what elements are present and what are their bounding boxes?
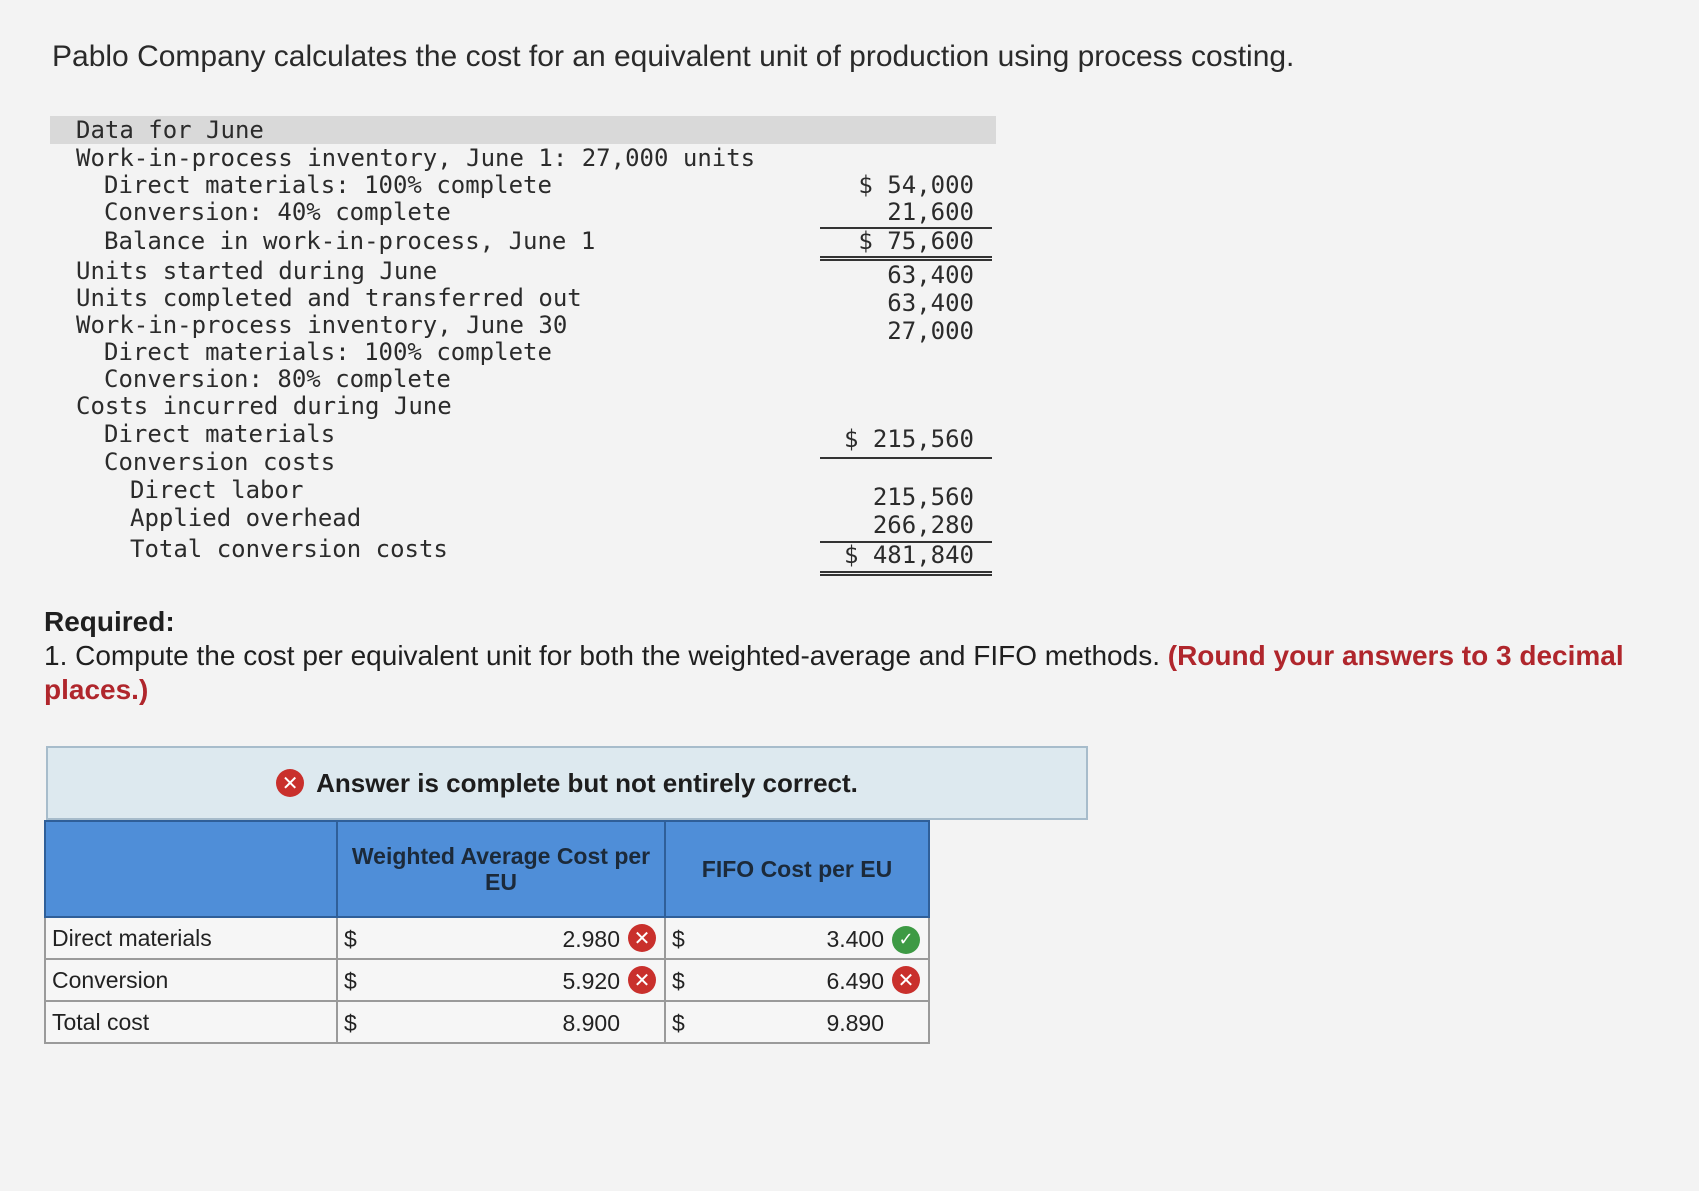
feedback-message: Answer is complete but not entirely correct. — [316, 767, 858, 798]
answer-value: 8.900 — [562, 1010, 620, 1036]
fifo-conversion-input[interactable] — [665, 959, 929, 1001]
data-line-value: $ 481,840 — [843, 541, 974, 569]
answer-value: 9.890 — [826, 1010, 884, 1036]
required-text: 1. Compute the cost per equivalent unit for both the weighted-average and FIFO methods. — [44, 640, 1160, 671]
data-line-label: Direct labor — [130, 476, 304, 504]
table-row — [45, 959, 929, 1001]
currency-symbol: $ — [344, 1010, 357, 1036]
data-line-value: $ 54,000 — [858, 171, 974, 199]
table-row — [45, 1001, 929, 1043]
row-label: Conversion — [45, 959, 337, 1001]
data-line-value: 21,600 — [887, 198, 974, 226]
wa-direct-materials-input[interactable] — [337, 917, 665, 959]
data-line-label: Units completed and transferred out — [76, 284, 582, 312]
currency-symbol: $ — [672, 926, 685, 952]
data-line-label: Total conversion costs — [130, 535, 448, 563]
data-line-label: Direct materials — [104, 420, 336, 448]
answer-value: 3.400 — [826, 926, 884, 952]
correct-check-icon: ✓ — [892, 926, 920, 954]
data-line-label: Applied overhead — [130, 504, 362, 532]
data-line-value: 63,400 — [887, 289, 974, 317]
answer-table — [44, 820, 930, 1044]
data-line-label: Work-in-process inventory, June 30 — [76, 311, 568, 339]
wa-total-cost — [337, 1001, 665, 1043]
header-weighted-average: Weighted Average Cost per EU — [337, 821, 665, 917]
june-data-block — [50, 105, 1000, 585]
data-line-label: Units started during June — [76, 257, 438, 285]
data-line-label: Costs incurred during June — [76, 392, 452, 420]
row-label: Total cost — [45, 1001, 337, 1043]
header-fifo: FIFO Cost per EU — [665, 821, 929, 917]
table-header-row — [45, 821, 929, 917]
data-line-label: Conversion: 40% complete — [104, 198, 451, 226]
data-line-value: $ 215,560 — [843, 425, 974, 453]
answer-value: 5.920 — [562, 968, 620, 994]
wa-conversion-input[interactable] — [337, 959, 665, 1001]
required-instructions — [44, 605, 1694, 707]
data-line-value: 27,000 — [887, 317, 974, 345]
incorrect-icon: ✕ — [628, 966, 656, 994]
currency-symbol: $ — [344, 926, 357, 952]
fifo-direct-materials-input[interactable] — [665, 917, 929, 959]
answer-value: 2.980 — [562, 926, 620, 952]
data-line-label: Work-in-process inventory, June 1: 27,000 units — [76, 144, 756, 172]
data-line-label: Direct materials: 100% complete — [104, 338, 552, 366]
subtotal-rule — [820, 457, 992, 459]
data-line-label: Conversion costs — [104, 448, 336, 476]
incorrect-icon: ✕ — [628, 924, 656, 952]
incorrect-icon: ✕ — [892, 966, 920, 994]
data-line-value: $ 75,600 — [858, 227, 974, 255]
data-line-label: Conversion: 80% complete — [104, 365, 451, 393]
answer-value: 6.490 — [826, 968, 884, 994]
fifo-total-cost — [665, 1001, 929, 1043]
answer-feedback-banner — [46, 746, 1088, 820]
currency-symbol: $ — [672, 1010, 685, 1036]
header-blank — [45, 821, 337, 917]
total-double-rule — [820, 571, 992, 576]
data-line-label: Balance in work-in-process, June 1 — [104, 227, 596, 255]
problem-intro: Pablo Company calculates the cost for an equivalent unit of production using process costing. — [52, 40, 1295, 73]
data-line-value: 215,560 — [872, 483, 974, 511]
data-line-label: Direct materials: 100% complete — [104, 171, 552, 199]
data-line-value: 266,280 — [872, 511, 974, 539]
rounding-note: (Round your answers to 3 decimal places.) — [44, 640, 1624, 705]
currency-symbol: $ — [672, 968, 685, 994]
required-title: Required: — [44, 606, 175, 637]
row-label: Direct materials — [45, 917, 337, 959]
data-line-value: 63,400 — [887, 261, 974, 289]
table-row — [45, 917, 929, 959]
currency-symbol: $ — [344, 968, 357, 994]
x-circle-icon: ✕ — [276, 769, 304, 797]
data-header: Data for June — [76, 116, 264, 144]
